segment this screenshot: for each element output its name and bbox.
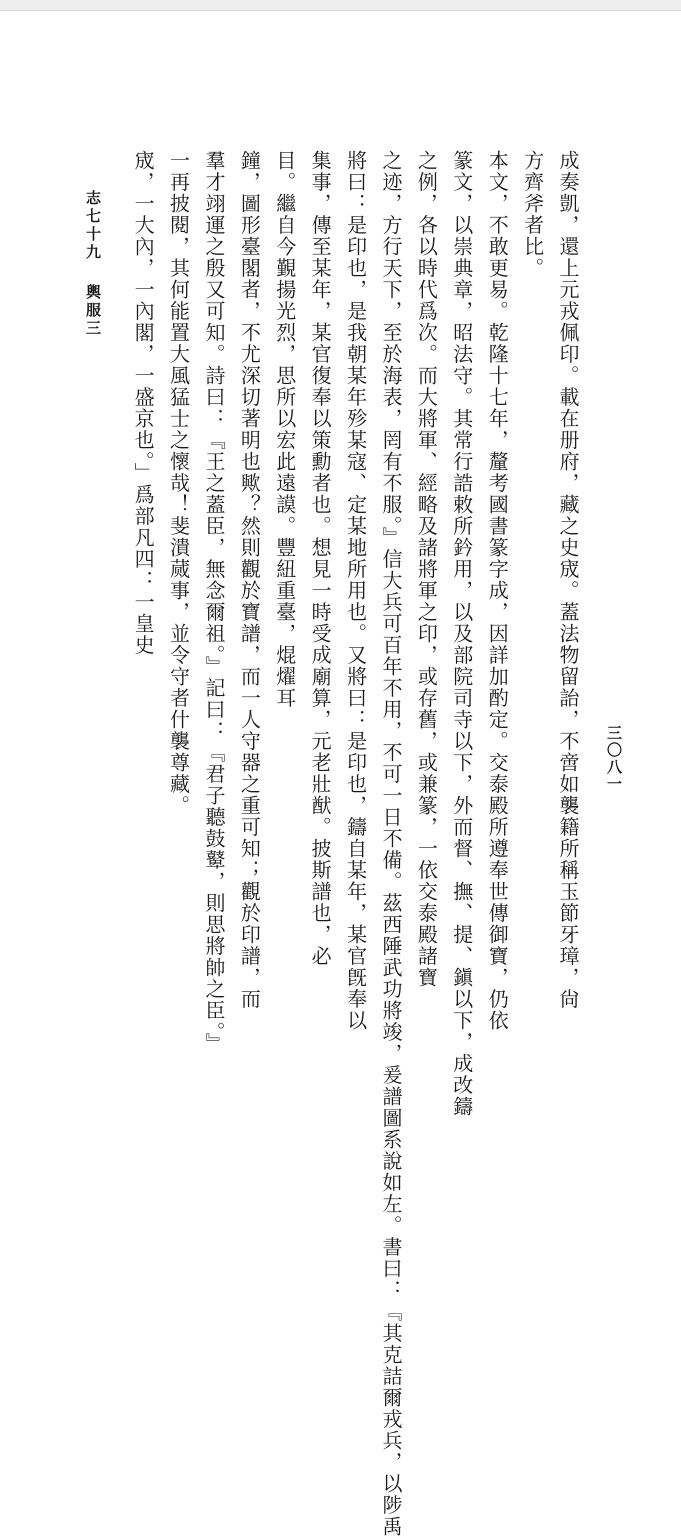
text-column: 集事，傳至某年，某官復奉以策勳者也。想見一時受成廟算，元老壯猷。披斯譜也，必 xyxy=(308,150,333,967)
text-column: 成奏凱，還上元戎佩印。載在册府，藏之史宬。蓋法物留詒，不啻如襲籍所稱玉節牙璋，尙 xyxy=(556,150,580,1010)
text-column: 一再披閱，其何能置大風猛士之懷哉！斐潰蒇事，並令守者什襲尊藏。 xyxy=(166,150,191,817)
text-column: 宬，一大內，一內閣，一盛京也。」爲部凡四：一皇史 xyxy=(131,150,156,656)
text-column: 將曰：是印也，是我朝某年殄某寇、定某地所用也。又將曰：是印也，鑄自某年，某官旣奉以 xyxy=(343,150,368,1032)
text-column: 本文，不敢更易。乾隆十七年，釐考國書篆字成，因詳加酌定。交泰殿所遵奉世傳御寶，仍依 xyxy=(485,150,510,1032)
text-column: 之例，各以時代爲次。而大將軍、經略及諸將軍之印，或存舊，或兼篆，一依交泰殿諸寶 xyxy=(414,150,439,989)
text-column: 羣才翊運之殷又可知。詩曰：『王之蓋臣，無念爾祖。』記曰：『君子聽鼓鼙，則思將帥之臣。』 xyxy=(201,150,226,1055)
text-column: 目。繼自今覲揚光烈，思所以宏此遠謨。豐紐重臺，焜燿耳 xyxy=(272,150,297,709)
text-column: 方齊斧者比。 xyxy=(520,150,545,279)
top-edge xyxy=(0,0,681,11)
volume-label: 志七十九 xyxy=(84,190,102,262)
section-label: 輿服三 xyxy=(84,284,102,338)
text-column: 篆文，以崇典章，昭法守。其常行誥敕所鈐用，以及部院司寺以下，外而督、撫、提、鎭以下，成改鑄 xyxy=(449,150,474,1118)
text-column: 之迹，方行天下，至於海表，罔有不服。』信大兵可百年不用，不可一日不備。茲西陲武功將竣，爰譜圖系說如左。書曰：『其克詰爾戎兵，以陟禹 xyxy=(378,150,403,1538)
page-number: 三〇八一 xyxy=(605,725,623,793)
running-header xyxy=(82,190,104,338)
body-text xyxy=(131,150,585,1538)
text-column: 鐘，圖形臺閣者，不尤深切著明也歟？然則觀於寶譜，而一人守器之重可知；觀於印譜，而 xyxy=(237,150,262,1010)
